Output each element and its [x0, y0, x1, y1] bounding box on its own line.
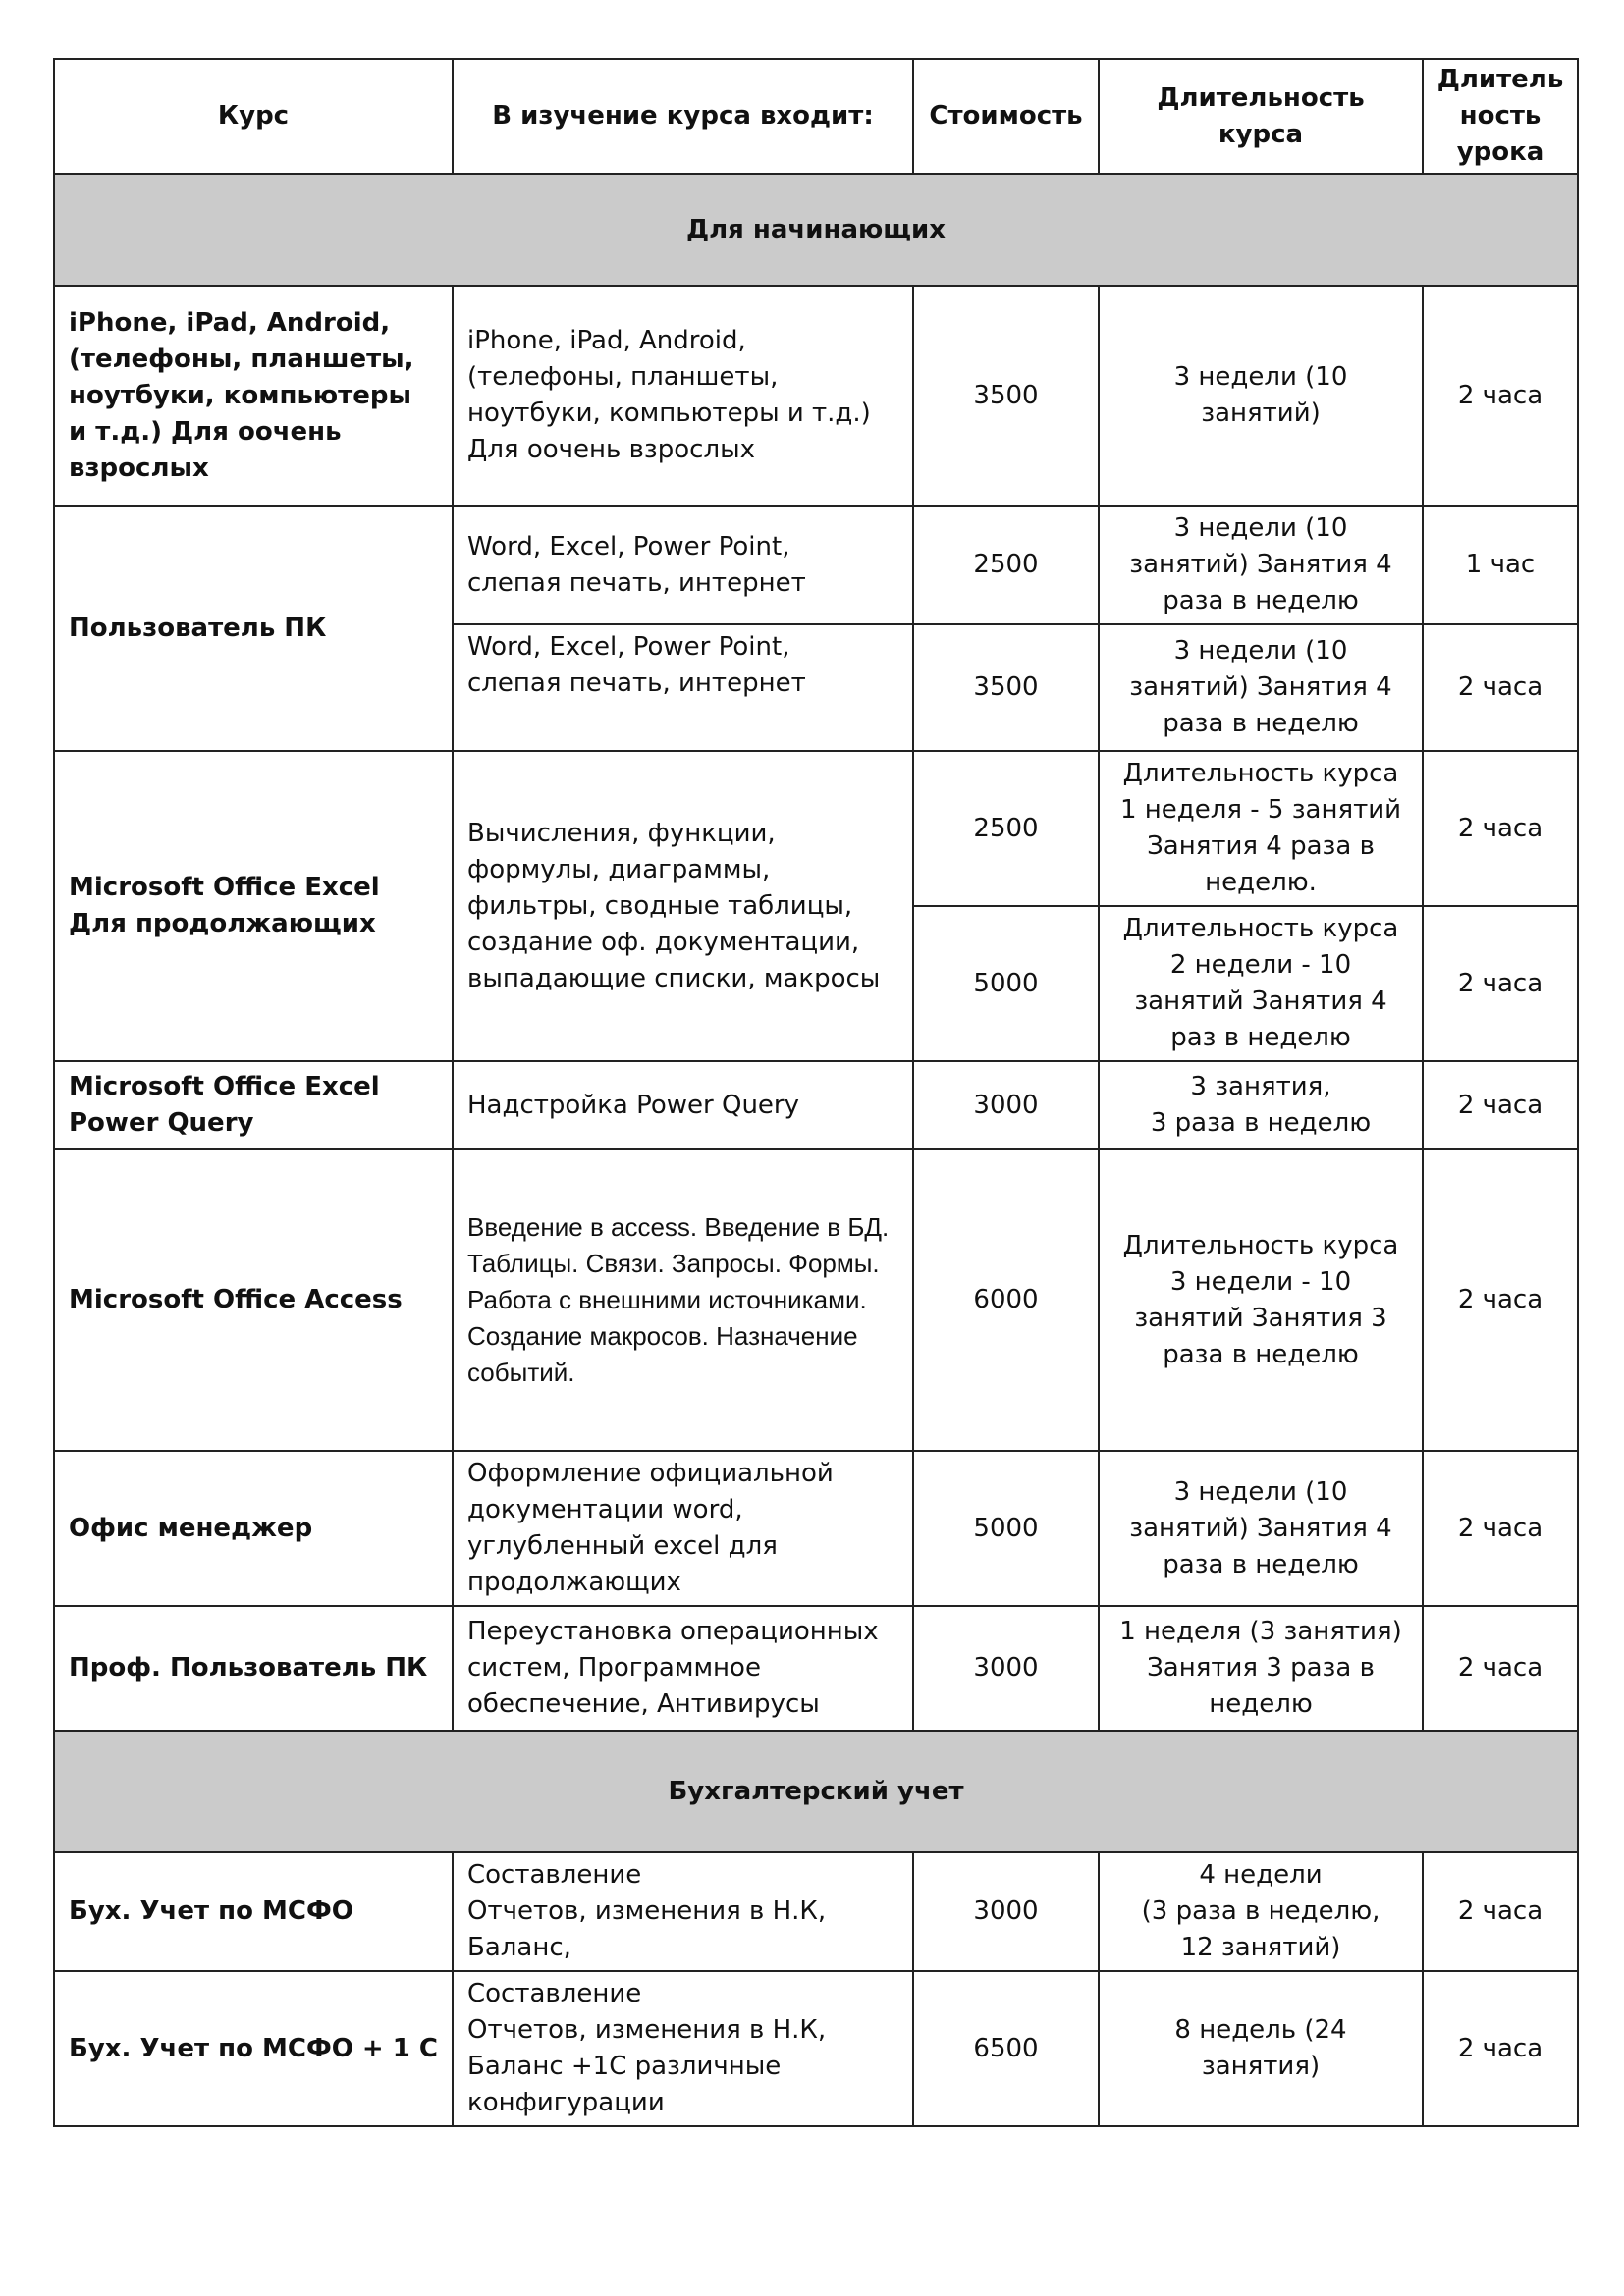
table-row-pc-user-a [54, 506, 1578, 624]
header-duration: Длительность курса [1099, 59, 1423, 174]
course-name: iPhone, iPad, Android, (телефоны, планшеты, ноутбуки, компьютеры и т.д.) Для оочень взрослых [54, 286, 453, 506]
course-price: 2500 [913, 751, 1099, 906]
course-name-line: Microsoft Office Excel [69, 873, 380, 902]
course-content [453, 1971, 913, 2126]
course-price: 5000 [913, 906, 1099, 1061]
course-content-line: Составление [467, 1860, 642, 1890]
course-content-line: Отчетов, изменения в Н.К, Баланс +1С различные конфигурации [467, 2015, 827, 2117]
course-price: 3500 [913, 286, 1099, 506]
course-name [54, 1061, 453, 1149]
course-duration: 3 недели (10 занятий) Занятия 4 раза в неделю [1099, 624, 1423, 751]
course-price: 6000 [913, 1149, 1099, 1451]
lesson-duration: 2 часа [1423, 1852, 1578, 1971]
course-content: Вычисления, функции, формулы, диаграммы, фильтры, сводные таблицы, создание оф. документации, выпадающие списки, макросы [453, 751, 913, 1061]
lesson-duration: 2 часа [1423, 1061, 1578, 1149]
course-content [453, 1852, 913, 1971]
header-lesson: Длитель ность урока [1423, 59, 1578, 174]
course-name: Бух. Учет по МСФО + 1 С [54, 1971, 453, 2126]
course-duration [1099, 1061, 1423, 1149]
course-name-line: Для продолжающих [69, 909, 376, 938]
section-row-beginners [54, 174, 1578, 286]
course-content: Переустановка операционных систем, Программное обеспечение, Антивирусы [453, 1606, 913, 1731]
lesson-duration: 2 часа [1423, 624, 1578, 751]
lesson-duration: 2 часа [1423, 1971, 1578, 2126]
course-name: Офис менеджер [54, 1451, 453, 1606]
course-content [453, 286, 913, 506]
table-row-office-manager [54, 1451, 1578, 1606]
course-name: Бух. Учет по МСФО [54, 1852, 453, 1971]
header-row [54, 59, 1578, 174]
section-row-accounting [54, 1731, 1578, 1852]
table-row-power-query [54, 1061, 1578, 1149]
lesson-duration: 2 часа [1423, 906, 1578, 1061]
course-price: 3500 [913, 624, 1099, 751]
course-price: 3000 [913, 1606, 1099, 1731]
section-title-beginners: Для начинающих [54, 174, 1578, 286]
course-name [54, 751, 453, 1061]
course-content-line: слепая печать, интернет [467, 567, 806, 598]
course-duration: Длительность курса 1 неделя - 5 занятий Занятия 4 раза в неделю. [1099, 751, 1423, 906]
course-duration: 1 неделя (3 занятия) Занятия 3 раза в неделю [1099, 1606, 1423, 1731]
table-row-ifrs [54, 1852, 1578, 1971]
course-content-line: Для оочень взрослых [467, 435, 755, 464]
header-price: Стоимость [913, 59, 1099, 174]
course-content-line: слепая печать, интернет [467, 668, 806, 698]
course-duration [1099, 1852, 1423, 1971]
course-content-line: Word, Excel, Power Point, [467, 531, 790, 561]
lesson-duration: 1 час [1423, 506, 1578, 624]
course-duration-line: (3 раза в неделю, [1141, 1896, 1380, 1926]
lesson-duration: 2 часа [1423, 1149, 1578, 1451]
course-price: 2500 [913, 506, 1099, 624]
table-row-access [54, 1149, 1578, 1451]
header-course: Курс [54, 59, 453, 174]
section-title-accounting: Бухгалтерский учет [54, 1731, 1578, 1852]
course-duration-line: 3 раза в неделю [1150, 1108, 1372, 1138]
lesson-duration: 2 часа [1423, 286, 1578, 506]
course-name: Проф. Пользователь ПК [54, 1606, 453, 1731]
course-content-line: Составление [467, 1979, 642, 2008]
course-duration-line: 4 недели [1199, 1860, 1323, 1890]
table-row-excel-cont-a [54, 751, 1578, 906]
course-duration: Длительность курса 2 недели - 10 занятий Занятия 4 раз в неделю [1099, 906, 1423, 1061]
course-duration-line: 12 занятий) [1180, 1933, 1341, 1962]
course-content-line: Отчетов, изменения в Н.К, Баланс, [467, 1896, 827, 1962]
lesson-duration: 2 часа [1423, 751, 1578, 906]
course-content: Надстройка Power Query [453, 1061, 913, 1149]
course-duration-line: 3 занятия, [1190, 1072, 1331, 1101]
course-name-line: Power Query [69, 1108, 254, 1138]
table-row-prof-user [54, 1606, 1578, 1731]
course-content: Введение в access. Введение в БД. Таблицы. Связи. Запросы. Формы. Работа с внешними источниками. Создание макросов. Назначение событий. [453, 1149, 913, 1451]
course-content-line: Word, Excel, Power Point, [467, 632, 790, 662]
course-price: 3000 [913, 1061, 1099, 1149]
course-duration: 8 недель (24 занятия) [1099, 1971, 1423, 2126]
course-price: 5000 [913, 1451, 1099, 1606]
table-row-iphone [54, 286, 1578, 506]
course-duration: 3 недели (10 занятий) [1099, 286, 1423, 506]
course-price: 6500 [913, 1971, 1099, 2126]
table-row-ifrs-1c [54, 1971, 1578, 2126]
course-content-line: iPhone, iPad, Android, (телефоны, планшеты, ноутбуки, компьютеры и т.д.) [467, 326, 871, 428]
course-content [453, 624, 913, 751]
course-content: Оформление официальной документации word, углубленный excel для продолжающих [453, 1451, 913, 1606]
course-name-line: Microsoft Office Excel [69, 1072, 380, 1101]
lesson-duration: 2 часа [1423, 1451, 1578, 1606]
courses-table [53, 58, 1579, 2127]
course-name: Пользователь ПК [54, 506, 453, 751]
course-duration: 3 недели (10 занятий) Занятия 4 раза в неделю [1099, 1451, 1423, 1606]
course-duration: 3 недели (10 занятий) Занятия 4 раза в неделю [1099, 506, 1423, 624]
course-content [453, 506, 913, 624]
course-name: Microsoft Office Access [54, 1149, 453, 1451]
course-price: 3000 [913, 1852, 1099, 1971]
course-duration: Длительность курса 3 недели - 10 занятий Занятия 3 раза в неделю [1099, 1149, 1423, 1451]
lesson-duration: 2 часа [1423, 1606, 1578, 1731]
header-content: В изучение курса входит: [453, 59, 913, 174]
